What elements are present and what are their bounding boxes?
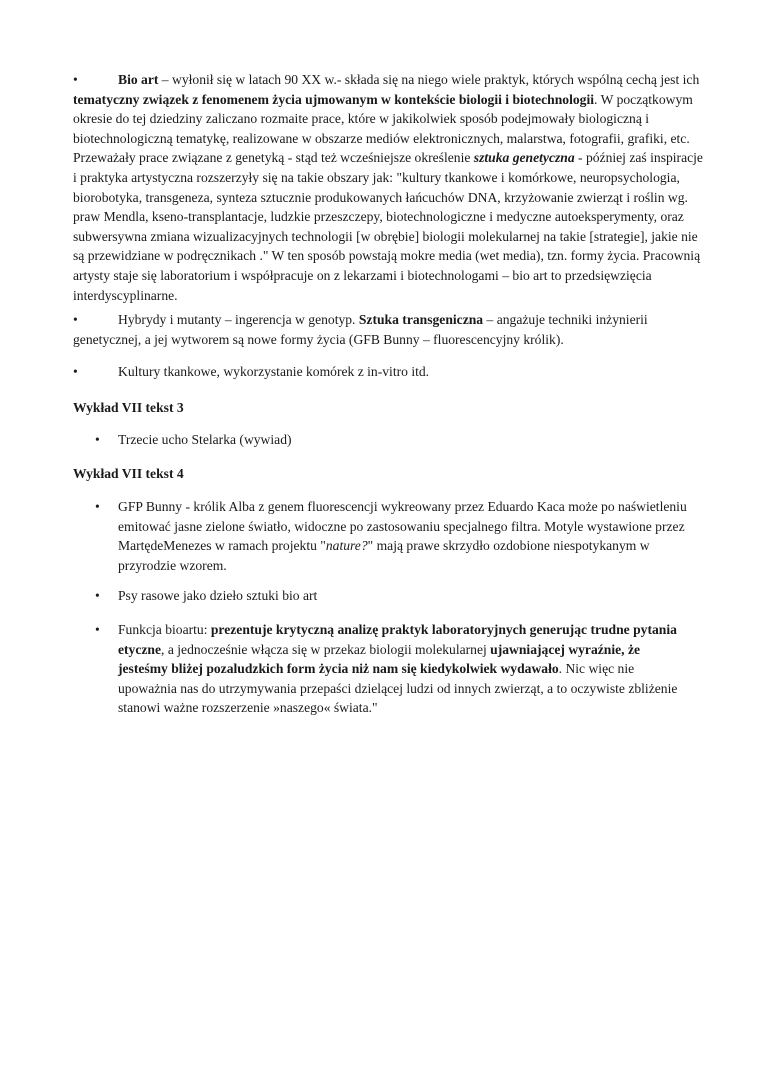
- lecture-text-4-list-gfp-bunny: [0, 497, 693, 575]
- list-item: [0, 586, 693, 606]
- lecture-text-3-list: [0, 430, 693, 450]
- list-item: [0, 620, 693, 718]
- lecture-text-4-list-function: [0, 620, 693, 718]
- text-run: . W początkowym okresie do tej dziedziny zaliczano rozmaite prace, które w jakikolwiek sposób podejmowały biologiczną i biotechnologiczną tematykę, realizowane w obszarze mediów elektronicznych, malarstwa, fotografii, grafiki, etc. Przeważały prace związane z genetyką - stąd też wcześniejsze określenie: [73, 91, 693, 166]
- bullet-paragraph-hybrids: [73, 310, 703, 349]
- text-run: " mają prawe skrzydło ozdobione niespotykanym w przyrodzie wzorem.: [118, 538, 650, 573]
- text-run: Funkcja bioartu:: [118, 622, 211, 637]
- bullet-marker: •: [95, 499, 100, 514]
- bullet-marker: •: [73, 72, 78, 87]
- text-run: GFP Bunny - królik Alba z genem fluorescencji wykreowany przez Eduardo Kaca może po naświetleniu emitować jasne zielone światło, widoczne po zastosowaniu specjalnego filtra. Motyle wystawione przez MartędeMenezes w ramach projektu ": [118, 499, 687, 554]
- bullet-paragraph-tissue-cultures: [73, 362, 703, 382]
- text-run: tematyczny związek z fenomenem życia ujmowanym w kontekście biologii i biotechnologii: [73, 91, 595, 107]
- bullet-paragraph-bio-art: [73, 70, 703, 305]
- text-run: sztuka genetyczna: [473, 150, 575, 166]
- text-run: nature?: [325, 538, 368, 554]
- bullet-marker: •: [95, 622, 100, 637]
- text-run: ujawniającej wyraźnie, że jesteśmy bliżej pozaludzkich form życia niż nam się kiedykolwiek wydawało: [118, 641, 641, 677]
- bullet-marker: •: [73, 364, 78, 379]
- text-run: - później zaś inspiracje i praktyka artystyczna rozszerzyły się na takie obszary jak: "kultury tkankowe i komórkowe, neuropsychologia, biorobotyka, transgeneza, synteza sztucznie produkowanych łańcuchów DNA, krzyżowanie zwierząt i roślin wg. praw Mendla, kseno-transplantacje, ludzkie przeszczepy, biotechnologiczne i medyczne autoeksperymenty, oraz subwersywna zmiana wizualizacyjnych technologii [w obrębie] biologii molekularnej na takie [strategie], jakie nie są przewidziane w podręcznikach ." W ten sposób powstają mokre media (wet media), tzn. formy życia. Pracownią artysty staje się laboratorium i współpracuje on z lekarzami i biotechnologami – bio art to przedsięwzięcia interdyscyplinarne.: [73, 150, 703, 303]
- section-heading-lecture-text-4: Wykład VII tekst 4: [73, 466, 184, 481]
- list-item: [0, 497, 693, 575]
- text-run: Hybrydy i mutanty – ingerencja w genotyp.: [118, 312, 359, 327]
- text-run: Psy rasowe jako dzieło sztuki bio art: [118, 588, 318, 603]
- text-run: Kultury tkankowe, wykorzystanie komórek z in-vitro itd.: [118, 364, 430, 379]
- text-run: . Nic więc nie upoważnia nas do utrzymywania przepaści dzielącej ludzi od innych zwierząt, a to oczywiste zbliżenie stanowi ważne rozszerzenie »naszego« świata.": [118, 661, 678, 716]
- text-run: prezentuje krytyczną analizę praktyk laboratoryjnych generując trudne pytania etyczne: [118, 622, 677, 657]
- text-run: – angażuje techniki inżynierii genetycznej, a jej wytworem są nowe formy życia (GFB Bunny – fluorescencyjny królik).: [73, 312, 648, 347]
- text-run: Bio art: [118, 72, 159, 87]
- text-run: , a jednocześnie włącza się w przekaz biologii molekularnej: [161, 641, 491, 657]
- list-item: [0, 430, 693, 450]
- text-run: Trzecie ucho Stelarka (wywiad): [118, 432, 292, 447]
- bullet-marker: •: [95, 588, 100, 603]
- bullet-marker: •: [73, 312, 78, 327]
- section-heading-lecture-text-3: Wykład VII tekst 3: [73, 400, 184, 415]
- bullet-marker: •: [95, 432, 100, 447]
- text-run: Sztuka transgeniczna: [358, 312, 484, 327]
- text-run: – wyłonił się w latach 90 XX w.- składa się na niego wiele praktyk, których wspólną cechą jest ich: [158, 72, 700, 87]
- lecture-text-4-list-dogs: [0, 586, 693, 606]
